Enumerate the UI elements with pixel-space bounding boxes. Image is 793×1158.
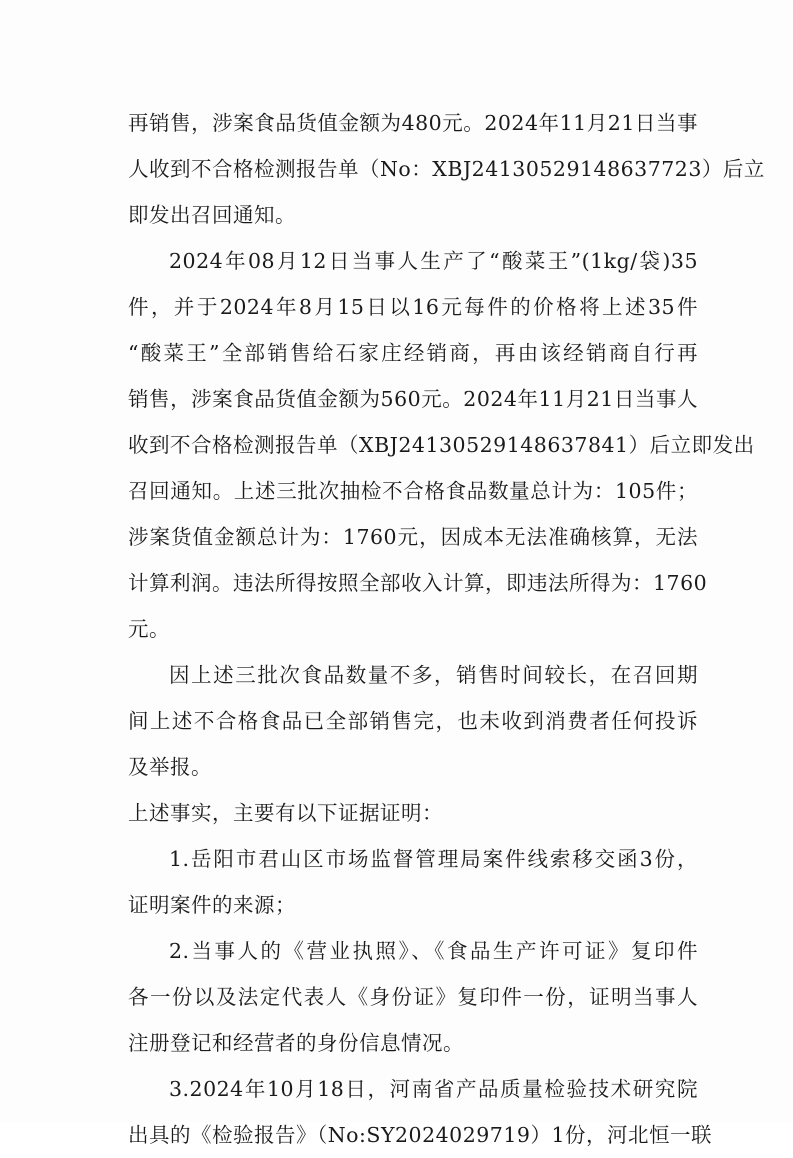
paragraph	[128, 238, 755, 652]
paragraph	[128, 100, 765, 238]
document-body	[128, 100, 765, 1158]
text-line: 1.岳阳市君山区市场监督管理局案件线索移交函3份，	[169, 847, 698, 871]
text-line: 出具的《检验报告》（No:SY2024029719）1份，河北恒一联	[128, 1123, 712, 1147]
paragraph	[128, 928, 698, 1066]
text-line: “酸菜王”全部销售给石家庄经销商，再由该经销商自行再	[128, 341, 698, 365]
text-line: 因上述三批次食品数量不多，销售时间较长，在召回期	[169, 663, 698, 687]
text-line: 再销售，涉案食品货值金额为480元。2024年11月21日当事	[128, 111, 698, 135]
paragraph	[128, 652, 698, 790]
text-line: 计算利润。违法所得按照全部收入计算，即违法所得为：1760	[128, 571, 708, 595]
text-line: 及举报。	[128, 755, 212, 779]
text-line: 收到不合格检测报告单（XBJ24130529148637841）后立即发出	[128, 433, 755, 457]
text-line: 2.当事人的《营业执照》、《食品生产许可证》复印件	[169, 939, 698, 963]
text-line: 销售，涉案食品货值金额为560元。2024年11月21日当事人	[128, 387, 698, 411]
text-line: 人收到不合格检测报告单（No：XBJ24130529148637723）后立	[128, 157, 765, 181]
paragraph	[128, 1066, 712, 1158]
text-line: 上述事实，主要有以下证据证明：	[128, 801, 443, 825]
text-line: 注册登记和经营者的身份信息情况。	[128, 1031, 464, 1055]
paragraph	[128, 790, 698, 836]
text-line: 证明案件的来源；	[128, 893, 296, 917]
text-line: 即发出召回通知。	[128, 203, 296, 227]
text-line: 召回通知。上述三批次抽检不合格食品数量总计为：105件；	[128, 479, 698, 503]
text-line: 件，并于2024年8月15日以16元每件的价格将上述35件	[128, 295, 698, 319]
text-line: 元。	[128, 617, 170, 641]
text-line: 3.2024年10月18日，河南省产品质量检验技术研究院	[169, 1077, 698, 1101]
text-line: 间上述不合格食品已全部销售完，也未收到消费者任何投诉	[128, 709, 698, 733]
paragraph	[128, 836, 698, 928]
text-line: 2024年08月12日当事人生产了“酸菜王”(1kg/袋)35	[169, 249, 698, 273]
text-line: 涉案货值金额总计为：1760元，因成本无法准确核算，无法	[128, 525, 698, 549]
text-line: 各一份以及法定代表人《身份证》复印件一份，证明当事人	[128, 985, 698, 1009]
